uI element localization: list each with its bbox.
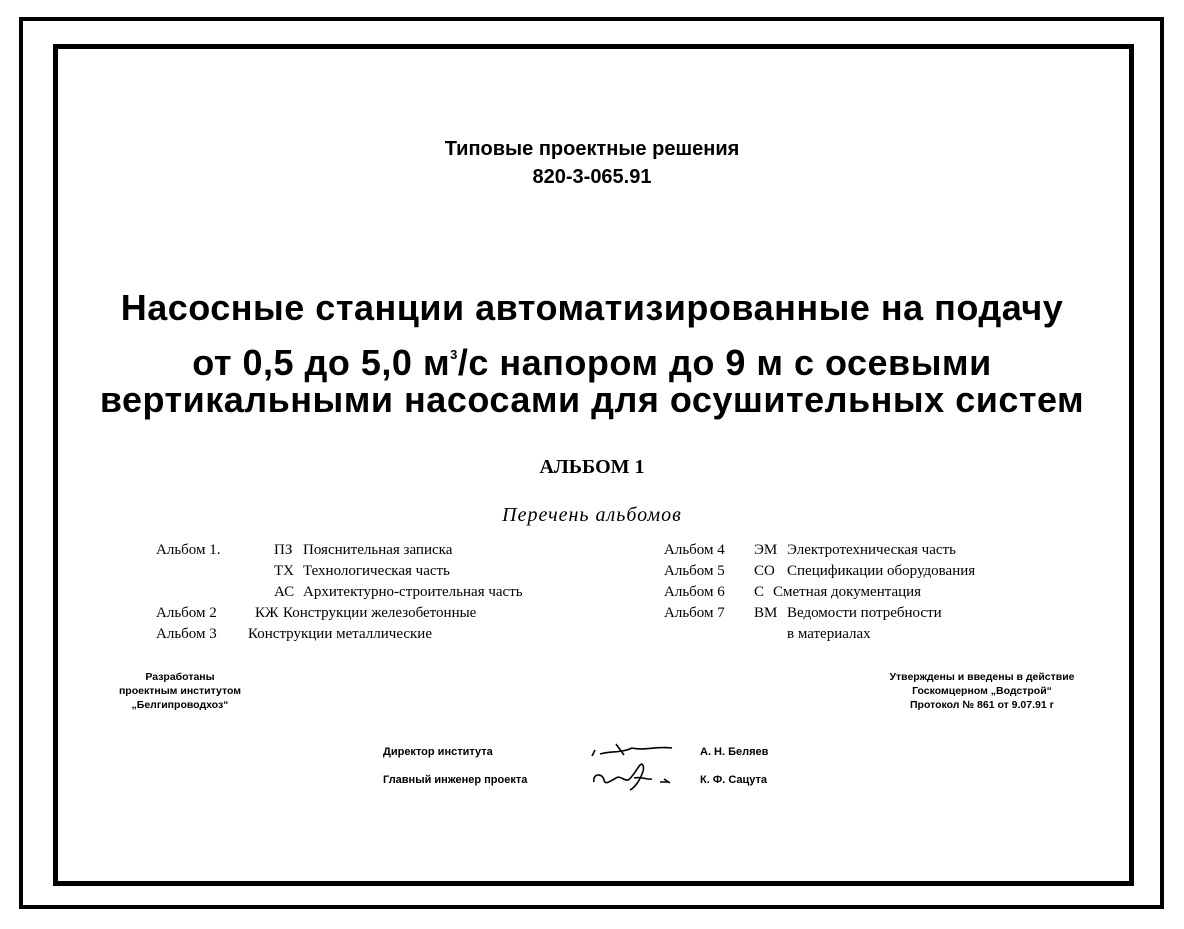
album-name: Технологическая часть (303, 563, 450, 579)
album-number: АЛЬБОМ 1 (539, 456, 645, 478)
signer-role: Главный инженер проекта (383, 774, 528, 786)
albums-list-left (156, 540, 523, 645)
list-item (156, 540, 523, 561)
album-label: Альбом 4 (664, 542, 725, 558)
album-label: Альбом 1. (156, 542, 221, 558)
album-label: Альбом 5 (664, 563, 725, 579)
signer-role: Директор института (383, 746, 493, 758)
series-code: 820-3-065.91 (532, 166, 652, 188)
albums-list-right (664, 540, 975, 645)
album-name: Пояснительная записка (303, 542, 453, 558)
title-unit-superscript: 3 (450, 347, 458, 362)
album-name: Сметная документация (773, 584, 922, 600)
title-line-2-start: от 0,5 до 5,0 м (192, 342, 451, 383)
albums-list-title: Перечень альбомов (502, 504, 682, 526)
developed-line: Разработаны (145, 671, 215, 683)
developed-institute: „Белгипроводхоз“ (131, 699, 229, 711)
title-line-3: вертикальными насосами для осушительных систем (99, 379, 1085, 420)
album-name: Электротехническая часть (787, 542, 956, 558)
album-code: ЭМ (754, 542, 778, 558)
approved-block (866, 670, 1098, 712)
album-code: ВМ (754, 605, 778, 621)
album-code: ПЗ (274, 542, 293, 558)
album-code: КЖ (255, 605, 279, 621)
list-item (664, 624, 975, 645)
album-label: Альбом 2 (156, 605, 217, 621)
list-item (664, 561, 975, 582)
signature-director-icon (588, 740, 680, 762)
album-code: СО (754, 563, 775, 579)
album-name: Конструкции металлические (248, 626, 432, 642)
developed-by-block (100, 670, 260, 712)
album-label: Альбом 7 (664, 605, 725, 621)
list-item (156, 624, 523, 645)
signer-name: А. Н. Беляев (700, 746, 769, 758)
series-heading: Типовые проектные решения (444, 138, 740, 160)
title-line-2-end: /с напором до 9 м с осевыми (457, 342, 992, 383)
list-item (156, 582, 523, 603)
approval-protocol: Протокол № 861 от 9.07.91 г (910, 699, 1054, 711)
album-label: Альбом 6 (664, 584, 725, 600)
list-item (156, 603, 523, 624)
album-code: АС (274, 584, 295, 600)
album-name: Архитектурно-строительная часть (303, 584, 523, 600)
album-label: Альбом 3 (156, 626, 217, 642)
signer-name: К. Ф. Сацута (700, 774, 768, 786)
list-item (664, 582, 975, 603)
album-name: Конструкции железобетонные (283, 605, 477, 621)
signature-engineer-icon (588, 760, 680, 794)
approved-line: Утверждены и введены в действие (889, 671, 1075, 683)
album-name: в материалах (787, 626, 871, 642)
list-item (664, 603, 975, 624)
list-item (156, 561, 523, 582)
album-code: ТХ (274, 563, 294, 579)
album-name: Ведомости потребности (787, 605, 942, 621)
album-code: С (754, 584, 765, 600)
developed-line: проектным институтом (118, 685, 242, 697)
album-code (754, 624, 787, 645)
title-line-1: Насосные станции автоматизированные на подачу (120, 287, 1064, 328)
approved-line: Госкомцерном „Водстрой“ (912, 685, 1052, 697)
album-label (156, 582, 274, 603)
album-label (664, 624, 754, 645)
list-item (664, 540, 975, 561)
album-name: Спецификации оборудования (787, 563, 976, 579)
album-label (156, 561, 274, 582)
